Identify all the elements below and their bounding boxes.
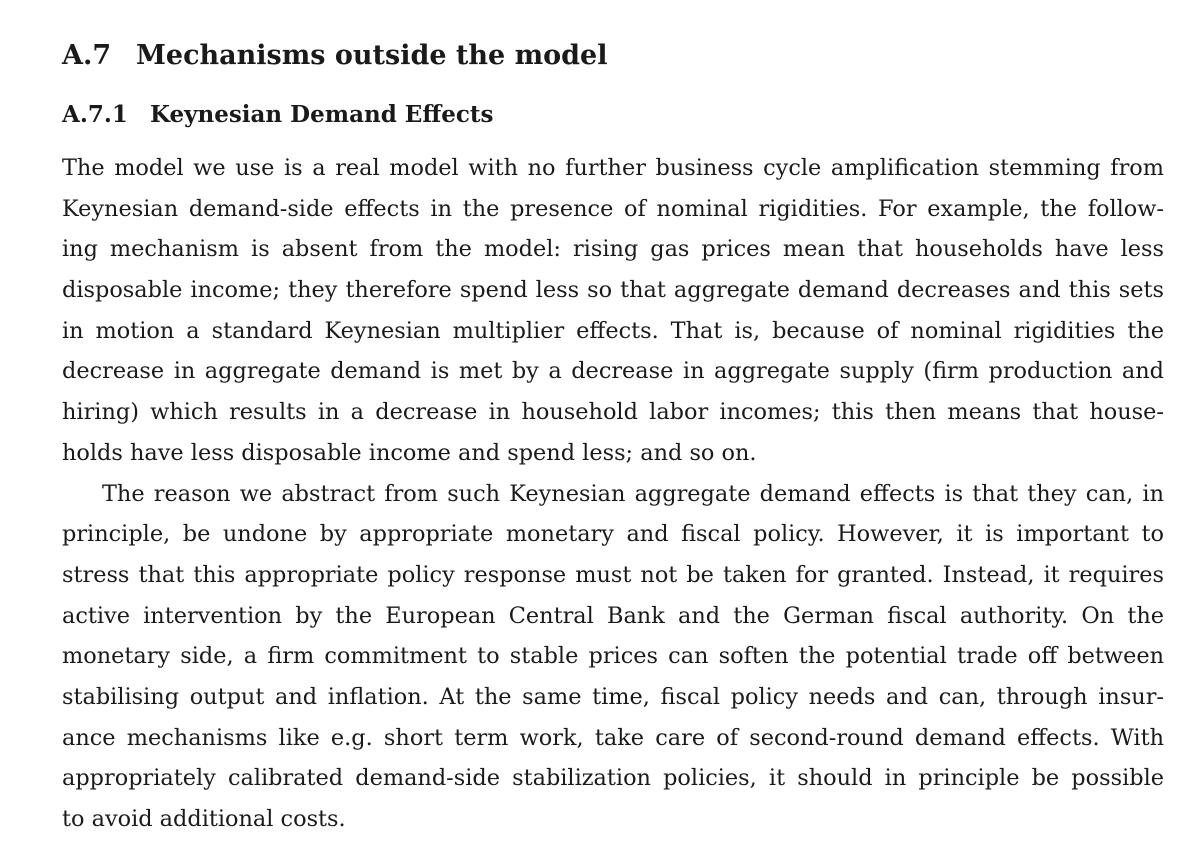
paragraph-line: ing mechanism is absent from the model: rising gas prices mean that households have less [62,236,1164,263]
paragraph-line: The model we use is a real model with no further business cycle amplification stemming from [62,155,1164,181]
paragraph-line: The reason we abstract from such Keynesian aggregate demand effects is that they can, in [102,480,1164,507]
paragraph-line: disposable income; they therefore spend less so that aggregate demand decreases and this sets [62,277,1164,304]
section-title: Mechanisms outside the model [136,40,608,71]
paragraph-line: active intervention by the European Central Bank and the German fiscal authority. On the [62,602,1164,629]
paragraph-line: Keynesian demand-side effects in the presence of nominal rigidities. For example, the follow- [62,195,1164,222]
paragraph-line: stress that this appropriate policy response must not be taken for granted. Instead, it requires [62,561,1164,588]
paragraph-line: principle, be undone by appropriate monetary and fiscal policy. However, it is important to [62,521,1164,548]
paragraph-line: hiring) which results in a decrease in household labor incomes; this then means that house- [62,399,1164,426]
paragraph-line: monetary side, a firm commitment to stable prices can soften the potential trade off between [62,643,1164,670]
subsection-title: Keynesian Demand Effects [150,101,494,128]
paragraph-line: in motion a standard Keynesian multiplier effects. That is, because of nominal rigidities the [62,317,1164,344]
paragraph-line: ance mechanisms like e.g. short term work, take care of second-round demand effects. With [62,724,1164,751]
paragraph-line: decrease in aggregate demand is met by a decrease in aggregate supply (firm production and [62,358,1164,385]
paragraph-1 [62,148,1164,474]
paragraph-2 [62,474,1164,840]
subsection-number: A.7.1 [62,101,128,128]
paragraph-line: stabilising output and inflation. At the same time, fiscal policy needs and can, through insur- [62,683,1164,710]
paragraph-line: appropriately calibrated demand-side stabilization policies, it should in principle be possible [62,765,1164,792]
document-page [62,36,1164,840]
section-number: A.7 [62,40,112,71]
section-heading [62,36,1164,76]
paragraph-line: to avoid additional costs. [62,806,346,832]
subsection-heading [62,98,1164,132]
paragraph-line: holds have less disposable income and spend less; and so on. [62,439,757,466]
